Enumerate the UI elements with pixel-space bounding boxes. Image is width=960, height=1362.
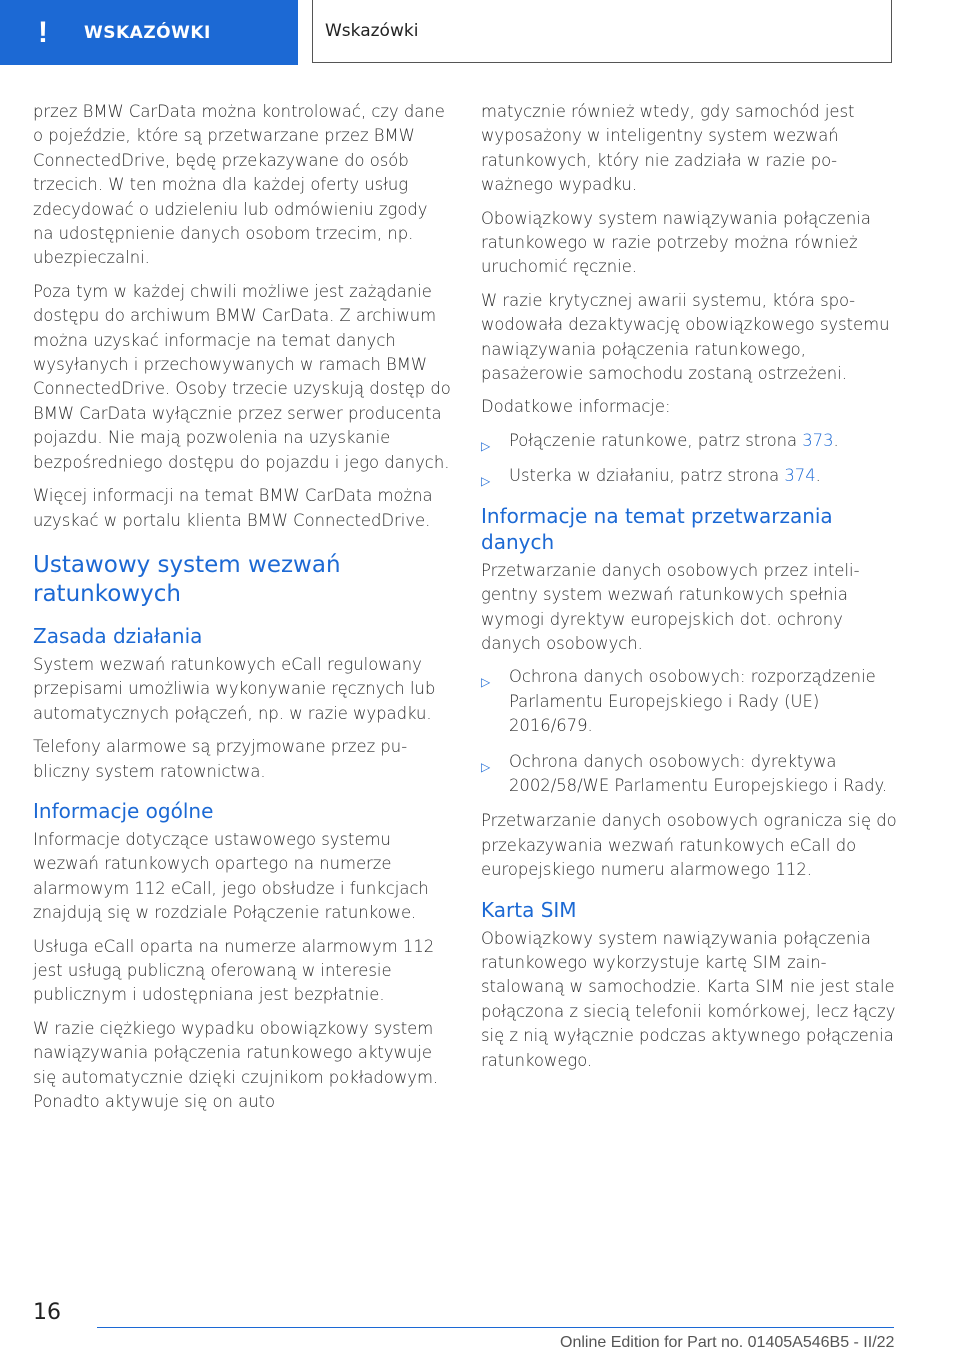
triangle-bullet-icon: ▷ xyxy=(481,675,491,690)
paragraph: matycznie również wtedy, gdy samochód jest wyposażony w inteligentny system wezwań ratunkowych, który nie zadziała w razie poważnego wypadku. xyxy=(481,102,855,195)
paragraph: Przetwarzanie danych osobowych ogranicza się do przekazywania wezwań ratunkowych eCall do europejskiego numeru alarmowego 112. xyxy=(481,811,897,880)
subsection-heading: Informacje ogólne xyxy=(33,798,214,823)
regulation-list xyxy=(481,665,899,798)
paragraph: przez BMW CarData można kontrolować, czy dane o pojeździe, które są przetwarzane przez BMW ConnectedDrive, będę przekazywane do osób trzecich. W ten można dla każdej oferty usług zdecydować o udzieleniu lub odmówieniu zgody na udostępnienie danych osobom trzecim, np. ubezpieczalni. xyxy=(33,102,445,268)
subsection-heading: Karta SIM xyxy=(481,897,577,922)
paragraph: System wezwań ratunkowych eCall regulowany przepisami umożliwia wykonywanie ręcznych lub automatycznych połączeń, np. w razie wypadku. xyxy=(33,654,436,723)
section-title: Wskazówki xyxy=(325,21,419,41)
list-item: ▷ Ochrona danych osobowych: dyrektywa 2002/58/WE Parlamentu Europejskiego i Rady. xyxy=(481,751,888,795)
chapter-tab-label: WSKAZÓWKI xyxy=(84,22,211,43)
subsection-heading: Zasada działania xyxy=(33,623,203,648)
right-column xyxy=(481,100,899,1082)
paragraph: Poza tym w każdej chwili możliwe jest zażądanie dostępu do archiwum BMW CarData. Z archiwum można uzyskać informacje na temat danych wysyłanych i przechowywanych w ramach BMW ConnectedDrive. Osoby trzecie uzyskują dostęp do BMW CarData wyłącznie przez serwer producenta pojazdu. Nie mają pozwolenia na uzyskanie bezpośredniego dostępu do pojazdu i jego danych. xyxy=(33,281,451,472)
chapter-tab xyxy=(0,0,298,65)
page-link[interactable]: 374 xyxy=(784,466,816,486)
reference-list xyxy=(481,429,899,489)
footer-divider xyxy=(97,1327,894,1328)
left-column xyxy=(33,100,451,1123)
edition-note: Online Edition for Part no. 01405A546B5 - II/22 xyxy=(560,1334,895,1351)
list-item: ▷ Usterka w działaniu, patrz strona 374. xyxy=(481,464,899,488)
paragraph: Przetwarzanie danych osobowych przez inteligentny system wezwań ratunkowych spełnia wymogi dyrektyw europejskich dot. ochrony danych osobowych. xyxy=(481,560,860,653)
section-header xyxy=(312,0,892,63)
triangle-bullet-icon: ▷ xyxy=(481,438,491,453)
page-number: 16 xyxy=(33,1300,61,1325)
subsection-heading: Informacje na temat przetwarzania danych xyxy=(481,503,833,554)
paragraph: Dodatkowe informacje: xyxy=(481,397,671,417)
paragraph: Usługa eCall oparta na numerze alarmowym 112 jest usługą publiczną oferowaną w interesie publicznym i udostępniana jest bezpłatnie. xyxy=(33,936,435,1005)
paragraph: Więcej informacji na temat BMW CarData można uzyskać w portalu klienta BMW ConnectedDrive. xyxy=(33,486,433,530)
warning-icon: ! xyxy=(38,15,48,49)
page-link[interactable]: 373 xyxy=(802,430,834,450)
section-heading: Ustawowy system wezwań ratunkowych xyxy=(33,551,341,607)
triangle-bullet-icon: ▷ xyxy=(481,474,491,489)
paragraph: Obowiązkowy system nawiązywania połączenia ratunkowego wykorzystuje kartę SIM zainstalowaną w samochodzie. Karta SIM nie jest stale połączona z siecią telefonii komórkowej, lecz łączy się z nią wyłącznie podczas aktywnego połączenia ratunkowego. xyxy=(481,928,896,1070)
list-item: ▷ Połączenie ratunkowe, patrz strona 373. xyxy=(481,429,899,453)
paragraph: W razie krytycznej awarii systemu, która spowodowała dezaktywację obowiązkowego systemu nawiązywania połączenia ratunkowego, pasażerowie samochodu zostaną ostrzeżeni. xyxy=(481,290,890,384)
list-item: ▷ Ochrona danych osobowych: rozporządzenie Parlamentu Europejskiego i Rady (UE) 2016/679. xyxy=(481,667,876,736)
paragraph: Informacje dotyczące ustawowego systemu wezwań ratunkowych opartego na numerze alarmowym 112 eCall, jego obsłudze i funkcjach znajdują się w rozdziale Połączenie ratunkowe. xyxy=(33,829,429,923)
paragraph: W razie ciężkiego wypadku obowiązkowy system nawiązywania połączenia ratunkowego aktywuje się automatycznie dzięki czujnikom pokładowym. Ponadto aktywuje się on auto xyxy=(33,1018,439,1111)
paragraph: Obowiązkowy system nawiązywania połączenia ratunkowego w razie potrzeby można również uruchomić ręcznie. xyxy=(481,208,871,277)
paragraph: Telefony alarmowe są przyjmowane przez publiczny system ratownictwa. xyxy=(33,737,408,781)
triangle-bullet-icon: ▷ xyxy=(481,759,491,774)
